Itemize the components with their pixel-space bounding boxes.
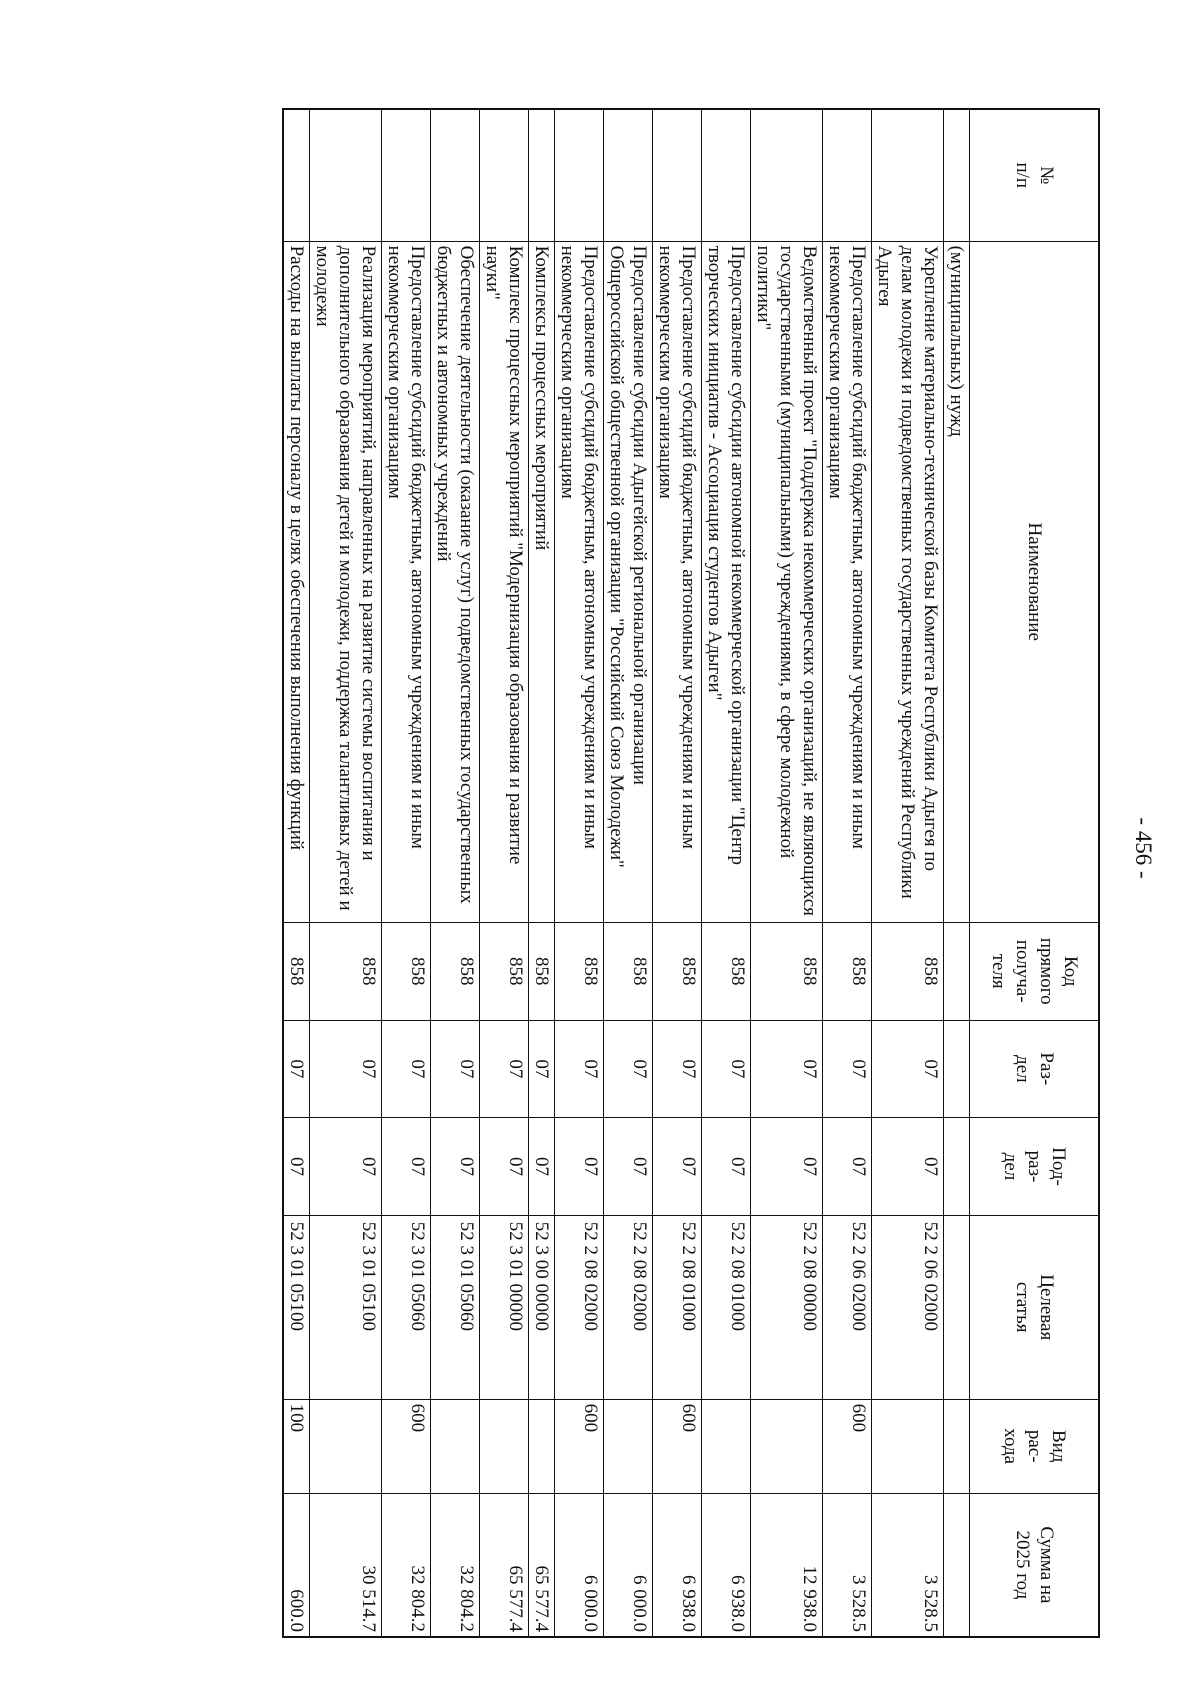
cell-subsection: 07 xyxy=(480,1118,529,1216)
cell-recipient: 858 xyxy=(382,922,431,1020)
table-row xyxy=(751,109,823,1637)
table-row xyxy=(872,109,944,1637)
cell-name: Комплекс процессных мероприятий "Модернизация образования и развитие науки" xyxy=(480,241,529,922)
cell-subsection: 07 xyxy=(751,1118,823,1216)
table-row xyxy=(382,109,431,1637)
table-row xyxy=(529,109,555,1637)
cell-subsection: 07 xyxy=(872,1118,944,1216)
cell-target: 52 2 08 01000 xyxy=(702,1215,751,1399)
column-header-num: № п/п xyxy=(970,109,1100,241)
cell-subsection: 07 xyxy=(702,1118,751,1216)
cell-name: Предоставление субсидии Адыгейской региональной организации Общероссийской общественной организации "Российский Союз Молодежи" xyxy=(604,241,653,922)
column-header-sum: Сумма на 2025 год xyxy=(970,1493,1100,1637)
cell-section: 07 xyxy=(823,1020,872,1118)
table-row xyxy=(555,109,604,1637)
cell-subsection: 07 xyxy=(431,1118,480,1216)
cell-name: Расходы на выплаты персоналу в целях обеспечения выполнения функций xyxy=(283,241,310,922)
column-header-name: Наименование xyxy=(970,241,1100,922)
cell-recipient: 858 xyxy=(310,922,382,1020)
cell-num xyxy=(310,109,382,241)
cell-recipient: 858 xyxy=(823,922,872,1020)
cell-sum: 65 577.4 xyxy=(529,1493,555,1637)
table-row xyxy=(431,109,480,1637)
column-header-section: Раз- дел xyxy=(970,1020,1100,1118)
column-header-recipient: Код прямого получа- теля xyxy=(970,922,1100,1020)
cell-subsection: 07 xyxy=(529,1118,555,1216)
cell-recipient xyxy=(944,922,970,1020)
cell-name: Предоставление субсидий бюджетным, автономным учреждениям и иным некоммерческим организациям xyxy=(555,241,604,922)
table-row xyxy=(944,109,970,1637)
cell-num xyxy=(480,109,529,241)
cell-section: 07 xyxy=(653,1020,702,1118)
cell-target: 52 3 01 05060 xyxy=(382,1215,431,1399)
cell-target: 52 2 08 02000 xyxy=(604,1215,653,1399)
cell-recipient: 858 xyxy=(480,922,529,1020)
cell-expense xyxy=(310,1399,382,1493)
cell-expense xyxy=(944,1399,970,1493)
cell-expense xyxy=(751,1399,823,1493)
cell-section: 07 xyxy=(751,1020,823,1118)
cell-sum: 6 000.0 xyxy=(604,1493,653,1637)
cell-expense: 600 xyxy=(555,1399,604,1493)
cell-num xyxy=(702,109,751,241)
cell-num xyxy=(382,109,431,241)
cell-target xyxy=(944,1215,970,1399)
cell-num xyxy=(944,109,970,241)
table-row xyxy=(283,109,310,1637)
cell-expense: 100 xyxy=(283,1399,310,1493)
cell-expense xyxy=(431,1399,480,1493)
cell-expense xyxy=(702,1399,751,1493)
cell-sum: 3 528.5 xyxy=(872,1493,944,1637)
cell-name: Предоставление субсидий бюджетным, автономным учреждениям и иным некоммерческим организациям xyxy=(382,241,431,922)
cell-sum: 32 804.2 xyxy=(431,1493,480,1637)
cell-section: 07 xyxy=(702,1020,751,1118)
cell-section: 07 xyxy=(604,1020,653,1118)
cell-target: 52 2 08 01000 xyxy=(653,1215,702,1399)
cell-subsection: 07 xyxy=(555,1118,604,1216)
cell-target: 52 3 01 05100 xyxy=(310,1215,382,1399)
cell-target: 52 2 06 02000 xyxy=(823,1215,872,1399)
table-row xyxy=(310,109,382,1637)
cell-num xyxy=(283,109,310,241)
cell-subsection: 07 xyxy=(382,1118,431,1216)
cell-target: 52 3 00 00000 xyxy=(529,1215,555,1399)
cell-section: 07 xyxy=(431,1020,480,1118)
cell-num xyxy=(431,109,480,241)
column-header-target: Целевая статья xyxy=(970,1215,1100,1399)
cell-section: 07 xyxy=(382,1020,431,1118)
cell-num xyxy=(604,109,653,241)
cell-sum: 3 528.5 xyxy=(823,1493,872,1637)
cell-sum: 6 938.0 xyxy=(653,1493,702,1637)
cell-expense xyxy=(604,1399,653,1493)
cell-recipient: 858 xyxy=(653,922,702,1020)
cell-name: Комплексы процессных мероприятий xyxy=(529,241,555,922)
cell-num xyxy=(529,109,555,241)
table-row xyxy=(653,109,702,1637)
cell-subsection: 07 xyxy=(310,1118,382,1216)
cell-recipient: 858 xyxy=(604,922,653,1020)
cell-name: Обеспечение деятельности (оказание услуг) подведомственных государственных бюджетных и автономных учреждений xyxy=(431,241,480,922)
cell-num xyxy=(555,109,604,241)
cell-num xyxy=(653,109,702,241)
cell-expense: 600 xyxy=(653,1399,702,1493)
cell-section xyxy=(944,1020,970,1118)
cell-name: (муниципальных) нужд xyxy=(944,241,970,922)
cell-section: 07 xyxy=(480,1020,529,1118)
cell-sum: 6 000.0 xyxy=(555,1493,604,1637)
cell-target: 52 2 06 02000 xyxy=(872,1215,944,1399)
cell-sum xyxy=(944,1493,970,1637)
cell-num xyxy=(751,109,823,241)
table-header-row xyxy=(970,109,1100,1637)
cell-target: 52 3 01 00000 xyxy=(480,1215,529,1399)
table-row xyxy=(823,109,872,1637)
table-row xyxy=(702,109,751,1637)
cell-sum: 32 804.2 xyxy=(382,1493,431,1637)
cell-recipient: 858 xyxy=(283,922,310,1020)
cell-name: Реализация мероприятий, направленных на развитие системы воспитания и дополнительного образования детей и молодежи, поддержка талантливых детей и молодежи xyxy=(310,241,382,922)
cell-target: 52 3 01 05060 xyxy=(431,1215,480,1399)
column-header-subsection: Под- раз- дел xyxy=(970,1118,1100,1216)
cell-expense: 600 xyxy=(823,1399,872,1493)
cell-expense: 600 xyxy=(382,1399,431,1493)
cell-section: 07 xyxy=(310,1020,382,1118)
cell-name: Предоставление субсидий бюджетным, автономным учреждениям и иным некоммерческим организациям xyxy=(653,241,702,922)
cell-section: 07 xyxy=(555,1020,604,1118)
cell-name: Укрепление материально-технической базы Комитета Республики Адыгея по делам молодежи и подведомственных государственных учреждений Республики Адыгея xyxy=(872,241,944,922)
cell-expense xyxy=(872,1399,944,1493)
cell-recipient: 858 xyxy=(529,922,555,1020)
cell-section: 07 xyxy=(529,1020,555,1118)
cell-sum: 600.0 xyxy=(283,1493,310,1637)
cell-recipient: 858 xyxy=(872,922,944,1020)
cell-num xyxy=(872,109,944,241)
cell-name: Предоставление субсидии автономной некоммерческой организации "Центр творческих инициатив - Ассоциация студентов Адыгеи" xyxy=(702,241,751,922)
cell-recipient: 858 xyxy=(431,922,480,1020)
cell-subsection: 07 xyxy=(604,1118,653,1216)
cell-expense xyxy=(480,1399,529,1493)
cell-name: Предоставление субсидий бюджетным, автономным учреждениям и иным некоммерческим организациям xyxy=(823,241,872,922)
cell-recipient: 858 xyxy=(751,922,823,1020)
cell-subsection: 07 xyxy=(653,1118,702,1216)
cell-sum: 65 577.4 xyxy=(480,1493,529,1637)
cell-subsection: 07 xyxy=(823,1118,872,1216)
cell-target: 52 2 08 02000 xyxy=(555,1215,604,1399)
cell-recipient: 858 xyxy=(555,922,604,1020)
cell-target: 52 3 01 05100 xyxy=(283,1215,310,1399)
budget-table xyxy=(282,108,1100,1638)
table-row xyxy=(480,109,529,1637)
table-row xyxy=(604,109,653,1637)
cell-sum: 12 938.0 xyxy=(751,1493,823,1637)
column-header-expense: Вид рас- хода xyxy=(970,1399,1100,1493)
cell-sum: 6 938.0 xyxy=(702,1493,751,1637)
cell-target: 52 2 08 00000 xyxy=(751,1215,823,1399)
page-number: - 456 - xyxy=(1131,817,1156,879)
cell-subsection: 07 xyxy=(283,1118,310,1216)
cell-section: 07 xyxy=(872,1020,944,1118)
cell-expense xyxy=(529,1399,555,1493)
cell-section: 07 xyxy=(283,1020,310,1118)
cell-subsection xyxy=(944,1118,970,1216)
cell-name: Ведомственный проект "Поддержка некоммерческих организаций, не являющихся государственными (муниципальными) учреждениями, в сфере молодежной политики" xyxy=(751,241,823,922)
cell-sum: 30 514.7 xyxy=(310,1493,382,1637)
cell-num xyxy=(823,109,872,241)
cell-recipient: 858 xyxy=(702,922,751,1020)
